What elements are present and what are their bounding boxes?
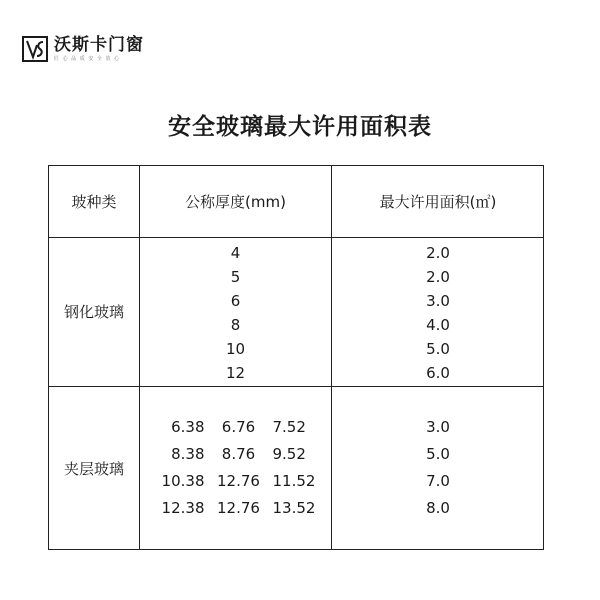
area-value: 3.0 xyxy=(426,418,450,436)
area-value: 4.0 xyxy=(426,316,450,334)
laminated-area-list xyxy=(332,414,544,522)
thickness-value: 8.76 xyxy=(221,445,256,463)
thickness-value: 8.38 xyxy=(171,445,205,463)
tempered-thickness-list xyxy=(140,241,331,385)
area-value: 6.0 xyxy=(426,364,450,382)
thickness-value: 12.38 xyxy=(161,499,205,517)
brand-name: 沃斯卡门窗 xyxy=(54,35,144,55)
header-max-area: 最大许用面积(㎡) xyxy=(379,192,497,211)
thickness-value: 13.52 xyxy=(272,499,316,517)
thickness-value: 12 xyxy=(225,364,246,382)
area-value: 7.0 xyxy=(426,472,450,490)
area-value: 2.0 xyxy=(426,244,450,262)
thickness-value: 6.38 xyxy=(171,418,205,436)
thickness-value: 4 xyxy=(230,244,241,262)
header-glass-type: 玻种类 xyxy=(71,192,117,211)
thickness-value: 10.38 xyxy=(161,472,205,490)
area-value: 5.0 xyxy=(426,340,450,358)
brand-mark-icon xyxy=(22,36,48,62)
thickness-value: 10 xyxy=(225,340,246,358)
thickness-value: 9.52 xyxy=(272,445,306,463)
thickness-row xyxy=(140,414,331,441)
thickness-row xyxy=(140,495,331,522)
thickness-row xyxy=(140,441,331,468)
header-thickness: 公称厚度(mm) xyxy=(185,192,286,211)
glass-area-table xyxy=(48,165,544,550)
glass-type-tempered: 钢化玻璃 xyxy=(63,303,124,321)
laminated-thickness-list xyxy=(140,414,331,522)
brand-slogan: 匠 心 品 质 安 全 放 心 xyxy=(54,56,121,62)
thickness-value: 8 xyxy=(230,316,241,334)
thickness-value: 12.76 xyxy=(217,499,260,517)
area-value: 5.0 xyxy=(426,445,450,463)
thickness-value: 6 xyxy=(230,292,241,310)
thickness-row xyxy=(140,468,331,495)
thickness-value: 7.52 xyxy=(272,418,306,436)
area-value: 8.0 xyxy=(426,499,450,517)
brand-logo xyxy=(22,36,144,62)
glass-type-laminated: 夹层玻璃 xyxy=(63,459,124,478)
area-value: 3.0 xyxy=(426,292,450,310)
thickness-value: 12.76 xyxy=(217,472,260,490)
page-title: 安全玻璃最大许用面积表 xyxy=(168,114,432,140)
thickness-value: 6.76 xyxy=(221,418,256,436)
area-value: 2.0 xyxy=(426,268,450,286)
tempered-area-list xyxy=(332,241,544,385)
thickness-value: 5 xyxy=(230,268,241,286)
thickness-value: 11.52 xyxy=(272,472,316,490)
